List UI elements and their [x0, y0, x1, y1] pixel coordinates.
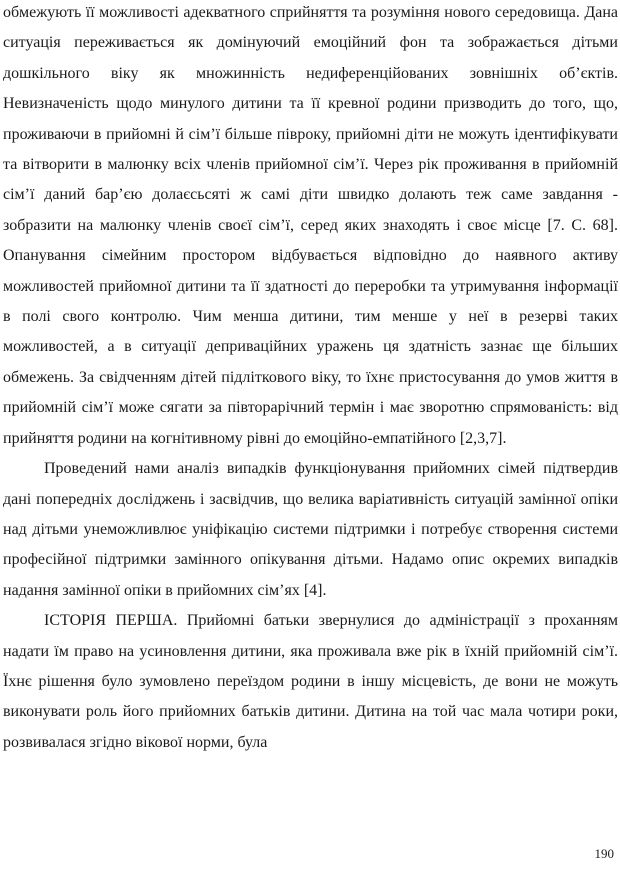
paragraph-story-one: ІСТОРІЯ ПЕРША. Прийомні батьки звернулися до адміністрації з проханням надати їм право на усиновлення дитини, яка проживала вже рік в їхній прийомній сім’ї. Їхнє рішення було зумовлено переїздом родини в іншу місцевість, де вони не можуть виконувати роль його прийомних батьків дитини. Дитина на той час мала чотири роки, розвивалася згідно вікової норми, була: [3, 612, 618, 751]
paragraph-continuation: обмежують її можливості адекватного сприйняття та розуміння нового середовища. Дана ситуація переживається як домінуючий емоційний фон та зображається дітьми дошкільного віку як множинність недиференційованих зовнішніх об’єктів. Невизначеність щодо минулого дитини та її кревної родини призводить до того, що, проживаючи в прийомні й сім’ї більше півроку, прийомні діти не можуть ідентифікувати та вітворити в малюнку всіх членів прийомної сім’ї. Через рік проживання в прийомній сім’ї даний бар’єю долаєсьсяті ж самі діти швидко долають теж саме завдання - зобразити на малюнку членів своєї сім’ї, серед яких знаходять і своє місце [7. С. 68]. Опанування сімейним простором відбувається відповідно до наявного активу можливостей прийомної дитини та її здатності до переробки та утримування інформації в полі свого контролю. Чим менша дитини, тим менше у неї в резерві таких можливостей, а в ситуації депривацiйних уражень ця здатність зазнає ще більших обмежень. За свідченням дітей підліткового віку, то їхнє пристосування до умов життя в прийомній сім’ї може сягати за півторарічний термін і має зворотню спрямованість: від прийняття родини на когнітивному рівні до емоційно-емпатійного [2,3,7].: [3, 4, 618, 447]
page-number: 190: [594, 846, 614, 861]
paragraph-analysis: Проведений нами аналіз випадків функціонування прийомних сімей підтвердив дані попередніх досліджень і засвідчив, що велика варіативність ситуацій замінної опіки над дітьми унеможливлює уніфікацію системи підтримки і потребує створення системи професійної підтримки замінного опікування дітьми. Надамо опис окремих випадків надання замінної опіки в прийомних сім’ях [4].: [3, 460, 618, 599]
body-text: [3, 0, 618, 758]
